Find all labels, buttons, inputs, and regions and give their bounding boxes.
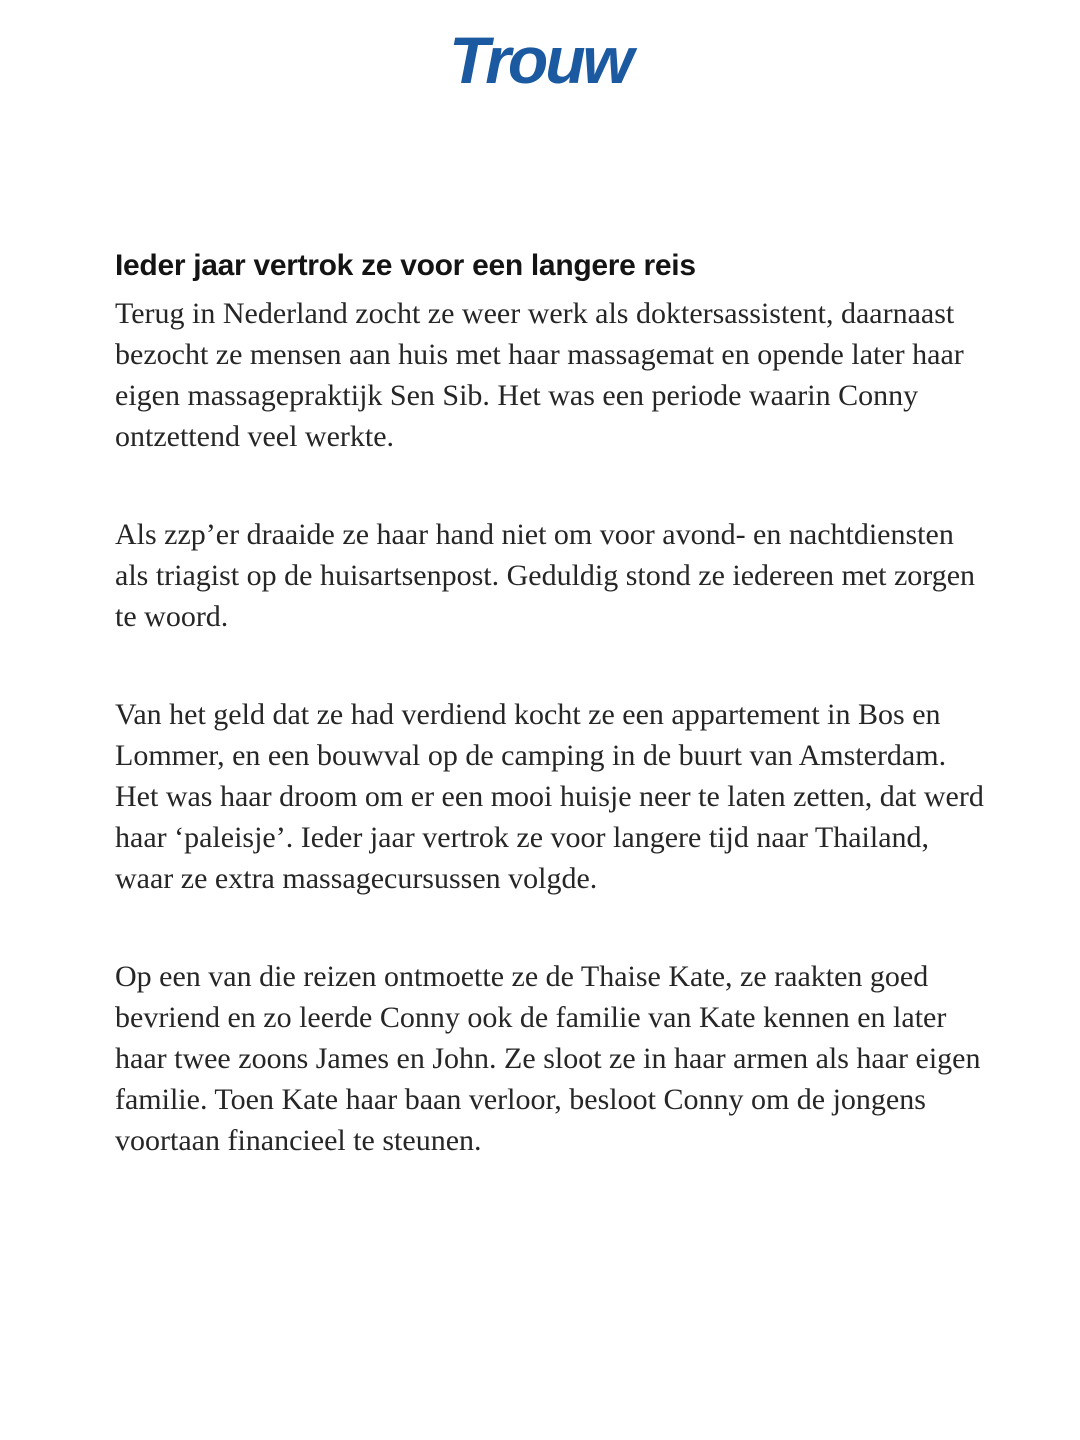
trouw-logo[interactable]: Trouw bbox=[449, 23, 631, 97]
masthead bbox=[0, 0, 1080, 97]
article-subheading: Ieder jaar vertrok ze voor een langere reis bbox=[115, 248, 696, 282]
article-paragraph-3: Van het geld dat ze had verdiend kocht ze een appartement in Bos en Lommer, en een bouwval op de camping in de buurt van Amsterdam. Het was haar droom om er een mooi huisje neer te laten zetten, dat werd haar ‘paleisje’. Ieder jaar vertrok ze voor langere tijd naar Thailand, waar ze extra massagecursussen volgde. bbox=[115, 697, 984, 895]
article-body bbox=[115, 247, 985, 1161]
article-paragraph-1: Terug in Nederland zocht ze weer werk als doktersassistent, daarnaast bezocht ze mensen aan huis met haar massagemat en opende later haar eigen massagepraktijk Sen Sib. Het was een periode waarin Conny ontzettend veel werkte. bbox=[115, 296, 964, 453]
article-paragraph-4: Op een van die reizen ontmoette ze de Thaise Kate, ze raakten goed bevriend en zo leerde Conny ook de familie van Kate kennen en later haar twee zoons James en John. Ze sloot ze in haar armen als haar eigen familie. Toen Kate haar baan verloor, besloot Conny om de jongens voortaan financieel te steunen. bbox=[115, 959, 981, 1157]
article-paragraph-2: Als zzp’er draaide ze haar hand niet om voor avond- en nachtdiensten als triagist op de huisartsenpost. Geduldig stond ze iedereen met zorgen te woord. bbox=[115, 517, 976, 633]
